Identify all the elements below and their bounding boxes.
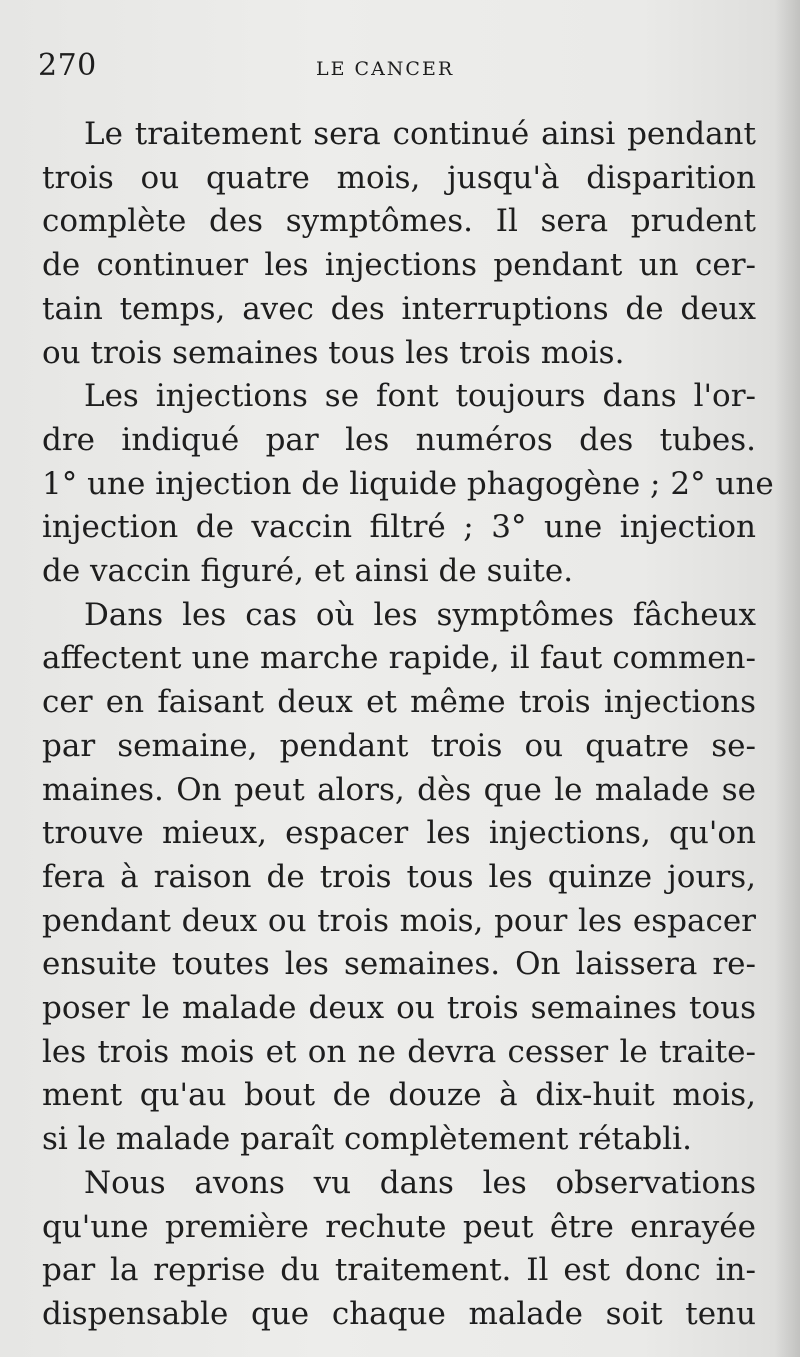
text-line: affectent une marche rapide, il faut commen-: [42, 640, 756, 677]
text-line: ment qu'au bout de douze à dix-huit mois,: [42, 1077, 756, 1114]
text-line: par semaine, pendant trois ou quatre se-: [42, 727, 756, 764]
text-line: ou trois semaines tous les trois mois.: [42, 334, 625, 371]
body-text: [42, 113, 774, 1337]
text-line: pendant deux ou trois mois, pour les espacer: [42, 902, 756, 939]
text-line: injection de vaccin filtré ; 3° une injection: [42, 509, 756, 546]
text-line: les trois mois et on ne devra cesser le traite-: [42, 1033, 756, 1070]
text-line: dispensable que chaque malade soit tenu: [42, 1295, 756, 1332]
text-line: poser le malade deux ou trois semaines tous: [42, 990, 756, 1027]
text-line: complète des symptômes. Il sera prudent: [42, 203, 756, 240]
running-title: LE CANCER: [316, 58, 455, 80]
text-line: 1° une injection de liquide phagogène ; 2° une: [42, 465, 774, 502]
text-line: fera à raison de trois tous les quinze jours,: [42, 858, 756, 895]
text-line: trouve mieux, espacer les injections, qu'on: [42, 815, 756, 852]
page-number: 270: [38, 48, 97, 83]
text-line: Le traitement sera continué ainsi pendant: [84, 116, 756, 152]
text-line: cer en faisant deux et même trois injections: [42, 684, 756, 721]
text-line: par la reprise du traitement. Il est donc in-: [42, 1252, 756, 1289]
text-line: Les injections se font toujours dans l'or-: [84, 378, 756, 415]
text-line: si le malade paraît complètement rétabli.: [42, 1121, 692, 1158]
text-line: tain temps, avec des interruptions de deux: [42, 290, 756, 327]
text-line: maines. On peut alors, dès que le malade se: [42, 771, 756, 808]
running-head: [38, 48, 760, 88]
text-line: ensuite toutes les semaines. On laissera re-: [42, 946, 756, 983]
text-line: Dans les cas où les symptômes fâcheux: [84, 596, 756, 633]
text-line: qu'une première rechute peut être enrayée: [42, 1208, 756, 1245]
text-line: trois ou quatre mois, jusqu'à disparition: [42, 159, 756, 196]
text-line: Nous avons vu dans les observations: [84, 1164, 756, 1201]
text-line: dre indiqué par les numéros des tubes.: [42, 421, 756, 458]
text-line: de continuer les injections pendant un cer-: [42, 247, 756, 284]
text-line: de vaccin figuré, et ainsi de suite.: [42, 553, 574, 590]
